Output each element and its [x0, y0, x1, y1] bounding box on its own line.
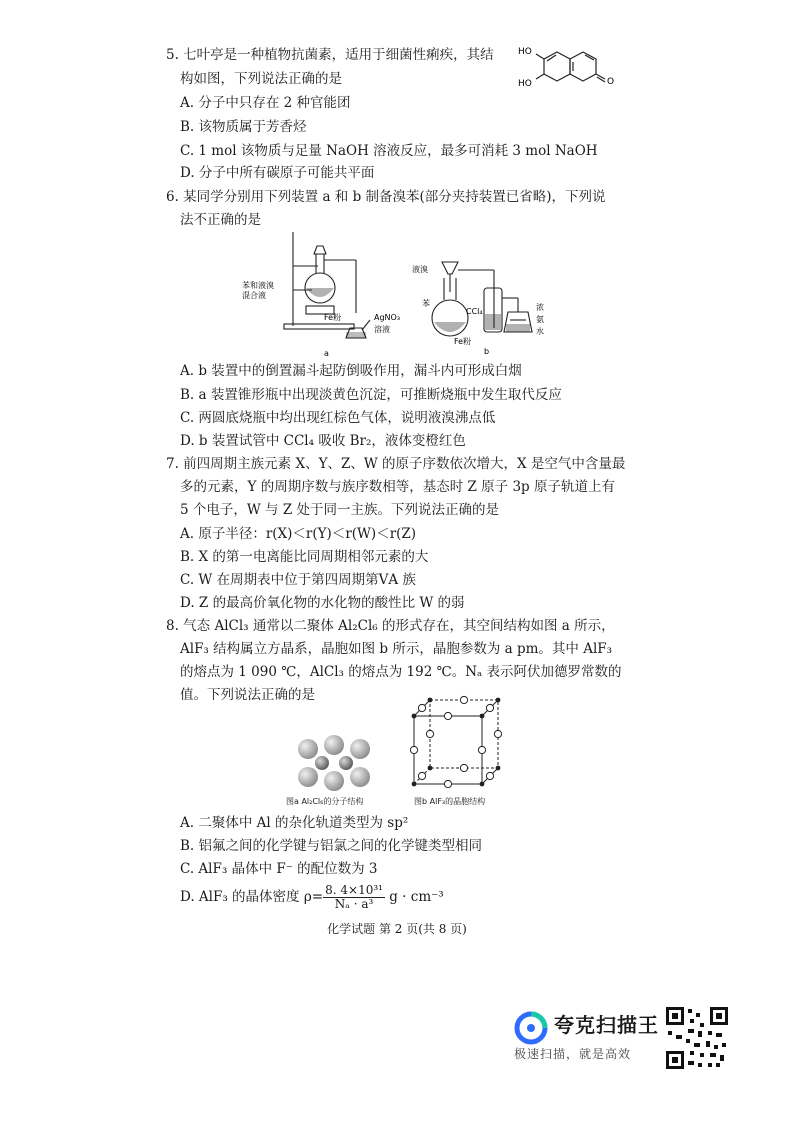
q7-option-a: A. 原子半径：r(X)＜r(Y)＜r(W)＜r(Z)	[180, 526, 417, 542]
label-ccl4: CCl₄	[466, 307, 483, 316]
q7-option-d: D. Z 的最高价氧化物的水化物的酸性比 W 的弱	[180, 595, 465, 611]
label-liquid-bromine: 液溴	[412, 265, 428, 274]
label-solution: 溶液	[374, 325, 390, 334]
q7-option-c: C. W 在周期表中位于第四周期第ⅤA 族	[180, 572, 416, 588]
q5-option-d: D. 分子中所有碳原子可能共平面	[180, 165, 375, 181]
q5-option-c: C. 1 mol 该物质与足量 NaOH 溶液反应，最多可消耗 3 mol NaOH	[180, 143, 598, 159]
q6-stem-line2: 法不正确的是	[180, 212, 261, 228]
q7-stem-line3: 5 个电子，W 与 Z 处于同一主族。下列说法正确的是	[180, 502, 500, 518]
alf3-unit-cell-figure	[408, 694, 504, 790]
label-apparatus-b: b	[484, 347, 490, 356]
label-mixture: 混合液	[242, 291, 266, 300]
density-denominator: Nₐ · a³	[334, 897, 374, 911]
q6-option-c: C. 两圆底烧瓶中均出现红棕色气体，说明液溴沸点低	[180, 410, 496, 426]
q7-option-b: B. X 的第一电离能比同周期相邻元素的大	[180, 549, 429, 565]
struct-ho-bottom: HO	[518, 79, 532, 89]
q8-option-d-prefix: D. AlF₃ 的晶体密度 ρ=	[180, 889, 324, 905]
apparatus-b-figure	[408, 248, 558, 360]
figure-b-caption: 图b AlF₃的晶胞结构	[414, 797, 486, 806]
brand-name: 夸克扫描王	[554, 1013, 659, 1037]
q6-stem-line1: 6. 某同学分别用下列装置 a 和 b 制备溴苯(部分夹持装置已省略)，下列说	[166, 189, 606, 205]
struct-carbonyl-o: O	[607, 77, 615, 87]
label-benzene-bromine: 苯和液溴	[242, 281, 274, 290]
figure-a-caption: 图a Al₂Cl₆的分子结构	[286, 797, 364, 806]
q8-stem-line1: 8. 气态 AlCl₃ 通常以二聚体 Al₂Cl₆ 的形式存在，其空间结构如图 a 所示，	[166, 618, 615, 634]
q8-stem-line4: 值。下列说法正确的是	[180, 687, 315, 703]
q7-stem-line2: 多的元素，Y 的周期序数与族序数相等，基态时 Z 原子 3p 原子轨道上有	[180, 479, 615, 495]
label-benzene: 苯	[422, 299, 430, 308]
q6-option-a: A. b 装置中的倒置漏斗起防倒吸作用，漏斗内可形成白烟	[180, 363, 522, 379]
q5-option-a: A. 分子中只存在 2 种官能团	[180, 95, 351, 111]
qr-code-icon	[664, 1005, 730, 1071]
q5-stem-line1: 5. 七叶亭是一种植物抗菌素，适用于细菌性痢疾，其结	[166, 47, 494, 63]
scanner-logo-icon	[514, 1011, 548, 1045]
scanner-brand	[514, 1005, 744, 1075]
q8-stem-line2: AlF₃ 结构属立方晶系，晶胞如图 b 所示，晶胞参数为 a pm。其中 AlF₃	[180, 641, 613, 657]
apparatus-a-figure	[238, 228, 418, 360]
q7-stem-line1: 7. 前四周期主族元素 X、Y、Z、W 的原子序数依次增大，X 是空气中含量最	[166, 456, 626, 472]
label-water: 水	[536, 327, 544, 336]
q8-option-a: A. 二聚体中 Al 的杂化轨道类型为 sp²	[180, 815, 409, 831]
label-agno3: AgNO₃	[374, 313, 401, 322]
q8-stem-line3: 的熔点为 1 090 ℃，AlCl₃ 的熔点为 192 ℃。Nₐ 表示阿伏加德罗常数的	[180, 664, 622, 680]
q8-option-c: C. AlF₃ 晶体中 F⁻ 的配位数为 3	[180, 861, 378, 877]
density-numerator: 8. 4×10³¹	[325, 883, 383, 897]
density-fraction	[323, 884, 385, 911]
q5-option-b: B. 该物质属于芳香烃	[180, 119, 307, 135]
label-apparatus-a: a	[324, 349, 329, 358]
q8-option-b: B. 铝氟之间的化学键与铝氯之间的化学键类型相同	[180, 838, 483, 854]
coumarin-structure-figure	[512, 38, 622, 98]
q6-option-d: D. b 装置试管中 CCl₄ 吸收 Br₂，液体变橙红色	[180, 433, 466, 449]
label-fe-powder-b: Fe粉	[454, 337, 472, 346]
label-conc: 浓	[536, 303, 544, 312]
q6-option-b: B. a 装置锥形瓶中出现淡黄色沉淀，可推断烧瓶中发生取代反应	[180, 387, 562, 403]
q8-option-d	[180, 884, 444, 911]
q5-stem-line2: 构如图，下列说法正确的是	[180, 71, 342, 87]
label-fe-powder-a: Fe粉	[324, 313, 342, 322]
struct-ho-top: HO	[518, 47, 532, 57]
label-ammonia: 氨	[536, 315, 544, 324]
brand-slogan: 极速扫描，就是高效	[514, 1047, 632, 1061]
page-footer: 化学试题 第 2 页(共 8 页)	[327, 922, 467, 936]
density-unit: g · cm⁻³	[389, 889, 444, 905]
al2cl6-molecule-figure	[294, 735, 374, 791]
